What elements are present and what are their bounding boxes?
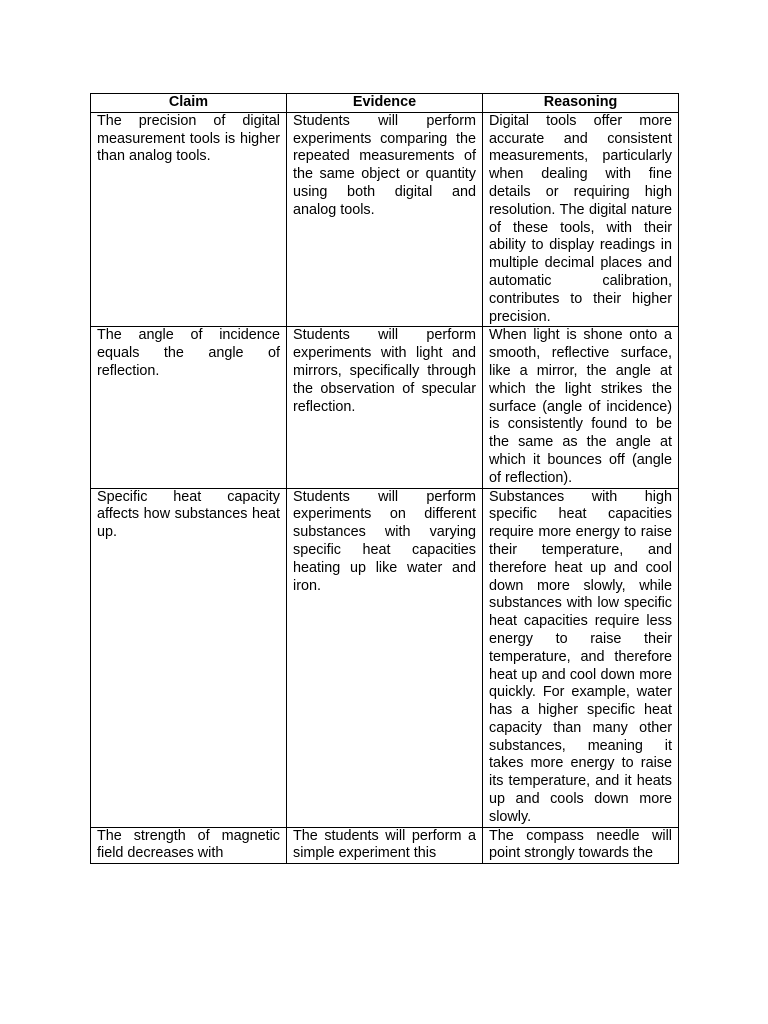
table-row xyxy=(91,488,679,827)
table-row xyxy=(91,112,679,327)
claim-cell: Specific heat capacity affects how substances heat up. xyxy=(91,488,287,827)
table-header-row xyxy=(91,94,679,113)
reasoning-cell: When light is shone onto a smooth, reflective surface, like a mirror, the angle at which the light strikes the surface (angle of incidence) is consistently found to be the same as the angle at which it bounces off (angle of reflection). xyxy=(483,327,679,488)
evidence-cell: Students will perform experiments with light and mirrors, specifically through the observation of specular reflection. xyxy=(287,327,483,488)
claim-cell: The angle of incidence equals the angle of reflection. xyxy=(91,327,287,488)
claim-cell: The precision of digital measurement tools is higher than analog tools. xyxy=(91,112,287,327)
reasoning-cell: The compass needle will point strongly towards the xyxy=(483,827,679,864)
header-reasoning: Reasoning xyxy=(483,94,679,113)
table-row xyxy=(91,327,679,488)
header-claim: Claim xyxy=(91,94,287,113)
reasoning-cell: Substances with high specific heat capacities require more energy to raise their temperature, and therefore heat up and cool down more slowly, while substances with low specific heat capacities require less energy to raise their temperature, and therefore heat up and cool down more quickly. For example, water has a higher specific heat capacity than many other substances, meaning it takes more energy to raise its temperature, and it heats up and cools down more slowly. xyxy=(483,488,679,827)
table-row xyxy=(91,827,679,864)
table-viewport xyxy=(90,93,679,919)
header-evidence: Evidence xyxy=(287,94,483,113)
evidence-cell: Students will perform experiments comparing the repeated measurements of the same object or quantity using both digital and analog tools. xyxy=(287,112,483,327)
evidence-cell: Students will perform experiments on different substances with varying specific heat capacities heating up like water and iron. xyxy=(287,488,483,827)
evidence-cell: The students will perform a simple experiment this xyxy=(287,827,483,864)
claim-cell: The strength of magnetic field decreases with xyxy=(91,827,287,864)
reasoning-cell: Digital tools offer more accurate and consistent measurements, particularly when dealing with fine details or requiring high resolution. The digital nature of these tools, with their ability to display readings in multiple decimal places and automatic calibration, contributes to their higher precision. xyxy=(483,112,679,327)
claim-evidence-reasoning-table xyxy=(90,93,679,864)
